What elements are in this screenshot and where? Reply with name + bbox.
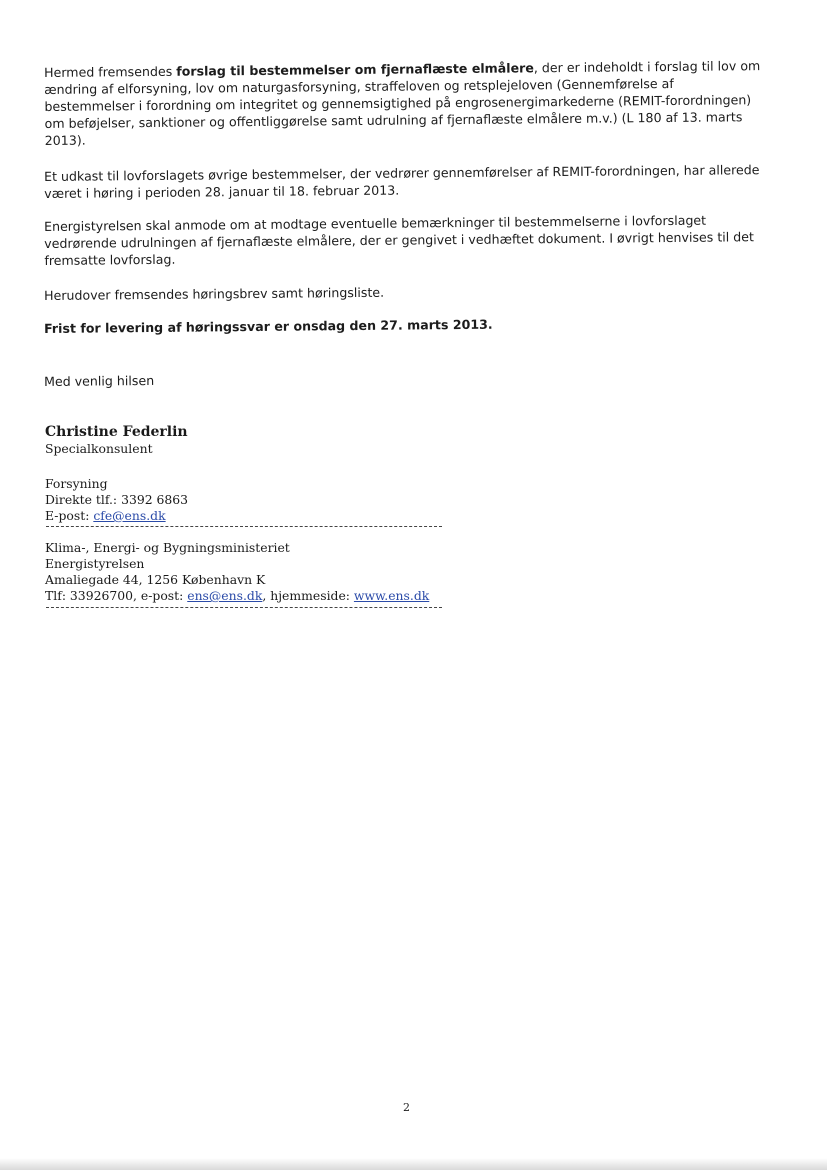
request-paragraph: Energistyrelsen skal anmode om at modtage eventuelle bemærkninger til bestemmelserne i lovforslaget vedrørende udrulningen af fjernaflæste elmålere, der er gengivet i vedhæftet dokument. I øvrigt henvises til det fremsatte lovforslag. — [44, 212, 755, 268]
signature-title: Specialkonsulent — [45, 441, 153, 456]
deadline-paragraph: Frist for levering af høringssvar er onsdag den 27. marts 2013. — [44, 316, 493, 336]
dashed-divider-bottom — [46, 607, 442, 608]
signature-department: Forsyning — [45, 476, 108, 491]
agency-name: Energistyrelsen — [45, 556, 145, 571]
agency-contact — [45, 588, 429, 604]
contact-prefix: Tlf: 33926700, e-post: — [45, 588, 188, 603]
email-label: E-post: — [45, 508, 94, 523]
intro-text: Hermed fremsendes — [44, 63, 177, 80]
signature-name: Christine Federlin — [45, 424, 188, 440]
website-label: , hjemmeside: — [262, 588, 354, 603]
agency-address: Amaliegade 44, 1256 København K — [45, 572, 266, 587]
agency-email-link[interactable]: ens@ens.dk — [187, 588, 263, 603]
ministry-name: Klima-, Energi- og Bygningsministeriet — [45, 540, 290, 555]
intro-paragraph — [44, 57, 767, 149]
attachments-paragraph: Herudover fremsendes høringsbrev samt høringsliste. — [44, 284, 385, 303]
phone-label: Direkte tlf.: — [45, 492, 122, 507]
phone-number: 3392 6863 — [121, 492, 189, 507]
closing-greeting: Med venlig hilsen — [44, 372, 155, 389]
signature-email — [45, 508, 166, 524]
scan-edge-shadow — [0, 1158, 827, 1170]
dashed-divider-top — [46, 526, 442, 527]
intro-continuation: , der er indeholdt i forslag til lov om ændring af elforsyning, lov om naturgasforsyning, straffeloven og retsplejeloven (Gennemførelse af bestemmelser i forordning om integritet og gennemsigtighed på engrosenergimarkederne (REMIT-forordningen) om beføjelser, sanktioner og offentliggørelse samt udrulning af fjernaflæste elmålere m.v.) (L 180 af 13. marts 2013). — [44, 58, 761, 148]
website-link[interactable]: www.ens.dk — [353, 588, 430, 603]
proposal-title-bold: forslag til bestemmelser om fjernaflæste elmålere — [176, 60, 534, 79]
page-number: 2 — [403, 1101, 410, 1114]
draft-paragraph: Et udkast til lovforslagets øvrige bestemmelser, der vedrører gennemførelser af REMIT-forordningen, har allerede været i høring i perioden 28. januar til 18. februar 2013. — [44, 162, 760, 201]
email-link[interactable]: cfe@ens.dk — [93, 508, 166, 523]
signature-phone — [45, 492, 188, 508]
